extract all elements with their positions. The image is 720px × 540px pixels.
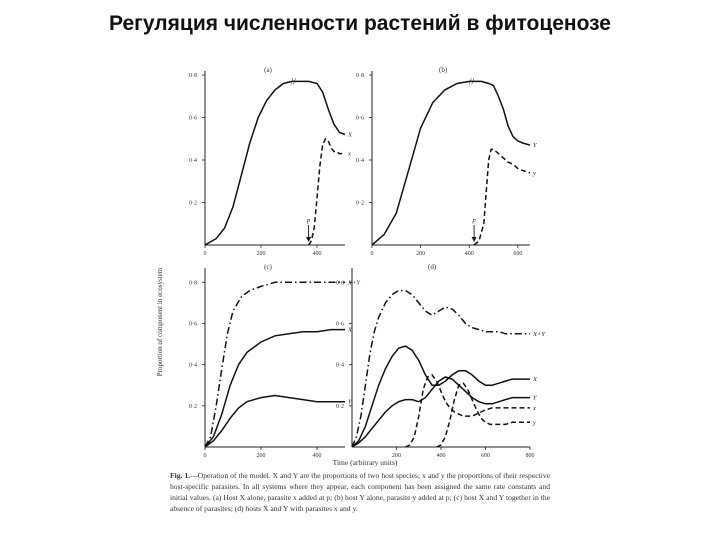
x-tick-label: 800: [525, 453, 535, 459]
caption-label: Fig. 1.: [170, 471, 191, 480]
x-tick-label: 0: [203, 453, 207, 459]
panel-a: [189, 66, 353, 257]
series-line-X: [205, 81, 345, 245]
series-label-X: X: [533, 376, 537, 384]
y-tick-label: 0·4: [189, 362, 197, 369]
series-label-X: X: [348, 131, 352, 139]
series-line-y: [437, 383, 530, 447]
y-tick-label: 0·2: [336, 403, 344, 410]
annotation-label: p: [306, 217, 311, 224]
panel-d: [336, 263, 546, 459]
x-tick-label: 400: [464, 251, 474, 257]
y-tick-label: 0·8: [356, 73, 364, 79]
y-tick-label: 0·6: [189, 115, 197, 122]
annotation-label: p: [472, 217, 476, 224]
figure-caption: [170, 470, 550, 514]
y-tick-label: 0·8: [336, 280, 344, 287]
x-tick-label: 600: [481, 453, 490, 459]
y-axis-label: Proportion of component in ecosystem: [156, 267, 164, 377]
series-label-Y: Y: [533, 142, 537, 150]
panel-label: (a): [264, 66, 272, 74]
series-line-y: [474, 149, 530, 245]
series-line-X: [352, 346, 530, 447]
series-label-Y: Y: [533, 394, 537, 402]
series-label-X+Y: X+Y: [348, 279, 360, 287]
series-label-X+Y: X+Y: [533, 330, 545, 338]
caption-text: —Operation of the model. X and Y are the proportions of two host species; x and y the proportions of their respective host-specific parasites. In all systems where they appear, each component has been assigned the same rate constants and initial values. (a) Host X alone, parasite x added at p; (b) host Y alone, parasite y added at p; (c) host X and Y together in the absence of parasites; (d) hosts X and Y with parasites x and y.: [170, 471, 550, 513]
y-tick-label: 0·2: [356, 200, 364, 207]
y-tick-label: 0·6: [336, 321, 344, 328]
panel-label: (d): [428, 263, 437, 271]
x-tick-label: 200: [392, 453, 401, 459]
panel-label: (b): [439, 66, 448, 74]
x-tick-label: 400: [312, 251, 322, 257]
x-tick-label: 0: [370, 251, 374, 257]
y-tick-label: 0·4: [356, 158, 364, 164]
series-label-x: x: [348, 150, 351, 158]
panel-label: (c): [264, 263, 272, 271]
series-label-x: x: [533, 404, 536, 412]
slide-title: Регуляция численности растений в фитоценозе: [109, 12, 611, 35]
series-label-y: y: [533, 169, 536, 177]
x-tick-label: 200: [256, 453, 266, 459]
series-line-Y: [372, 81, 530, 245]
y-tick-label: 0·6: [356, 115, 364, 122]
series-label-y: y: [533, 419, 536, 427]
arrow-head-icon: [472, 237, 477, 242]
x-tick-label: 200: [256, 251, 266, 257]
series-line-X+Y: [205, 282, 345, 447]
y-tick-label: 0·4: [336, 362, 344, 369]
y-tick-label: 0·8: [189, 73, 197, 79]
series-label-X: X: [348, 326, 352, 334]
x-tick-label: 400: [312, 453, 322, 459]
y-tick-label: 0·4: [189, 158, 197, 164]
axis-break-marker: //: [290, 76, 296, 87]
x-tick-label: 600: [513, 251, 523, 257]
panel-c: [189, 263, 361, 459]
y-tick-label: 0·6: [189, 321, 197, 328]
y-tick-label: 0·2: [189, 403, 197, 410]
y-tick-label: 0·2: [189, 200, 197, 207]
series-label-Y: Y: [348, 398, 352, 406]
series-line-x: [309, 139, 345, 245]
x-tick-label: 200: [416, 251, 426, 257]
axis-break-marker: //: [469, 76, 475, 87]
series-line-X+Y: [352, 291, 530, 448]
series-line-x: [405, 375, 530, 447]
y-tick-label: 0·8: [189, 280, 197, 287]
series-line-Y: [205, 396, 345, 448]
panel-b: [356, 66, 538, 257]
x-axis-label: Time (arbitrary units): [332, 458, 398, 467]
x-tick-label: 400: [436, 453, 446, 459]
x-tick-label: 0: [203, 251, 207, 257]
